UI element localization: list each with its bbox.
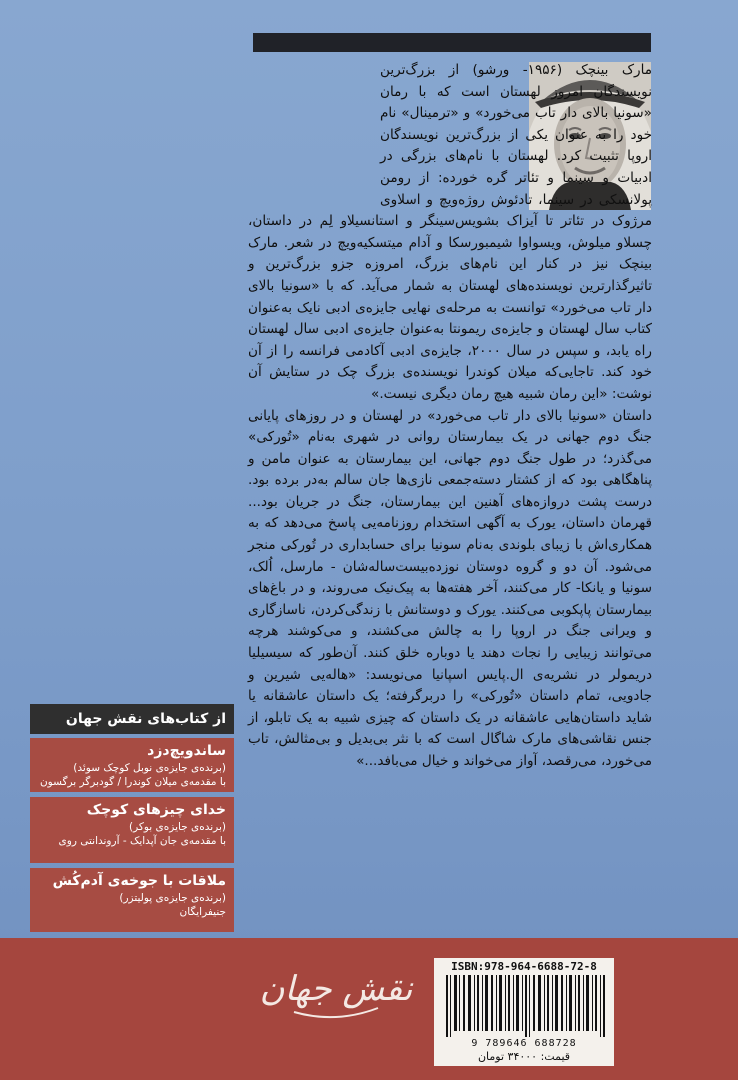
blurb-paragraph-author: مارک بینچک (۱۹۵۶- ورشو) از بزرگ‌ترین نویسندگان امروز لهستان است که با رمان «سونیا بالای دار تاب می‌خورد» و «ترمینال» نام خود را به عنوان یکی از بزرگ‌ترین نویسندگان اروپا تثبیت کرد. لهستان با نام‌های بزرگی در ادبیات و سینما و تئاتر گره خورده: از رومن پولانسکی در سینما، تادئوش روژه‌ویچ و اسلاوی مرژوک در تئاتر تا آیزاک بشویس‌سینگر و استانسیلاو لِم در داستان، چسلاو میلوش، ویسواوا شیمبورسکا و آدام میتسکیه‌ویچ در شعر. مارک بینچک نیز در کنار این نام‌های بزرگ، امروزه جزو بزرگ‌ترین و تاثیرگذارترین نویسنده‌های لهستان به شمار می‌آید. که با «سونیا بالای دار تاب می‌خورد» توانست به مرحله‌ی نهایی جایزه‌ی ادبی نایک به‌عنوان کتاب سال لهستان و جایزه‌ی ریمونتا به‌عنوان جایزه‌ی ادبی سال لهستان راه یابد، و سپس در سال ۲۰۰۰، جایزه‌ی ادبی آکادمی فرانسه را از آن خود کند. تاجایی‌که میلان کوندرا نویسنده‌ی بزرگ چک در ستایش آن نوشت: «این رمان شبیه هیچ رمان دیگری نیست.» bbox=[248, 62, 652, 402]
price-text: قیمت: ۳۴۰۰۰ تومان bbox=[477, 1050, 571, 1063]
top-dark-bar bbox=[253, 33, 651, 52]
book-award: (برنده‌ی جایزه‌ی نوبل کوچک سوئد) bbox=[73, 762, 226, 774]
booklist-header: از کتاب‌های نقش جهان bbox=[30, 704, 234, 734]
book-award: (برنده‌ی جایزه‌ی پولیتزر) bbox=[119, 892, 226, 904]
book-title: خدای چیزهای کوچک bbox=[86, 802, 226, 818]
barcode-number: 9 789646 688728 bbox=[471, 1038, 577, 1049]
book-credit: با مقدمه‌ی میلان کوندرا / گودبرگر برگسون bbox=[39, 776, 226, 788]
blurb-paragraph-story: داستان «سونیا بالای دار تاب می‌خورد» در لهستان و در روزهای پایانی جنگ دوم جهانی در یک بیمارستان روانی در شهری به‌نام «تُورکی» می‌گذرد؛ در طول جنگ دوم جهانی، این بیمارستان به عنوان مامن و پناهگاهی بود که از کشتار دسته‌جمعی نازی‌ها جان سالم به‌در برده بود. درست پشت دروازه‌های آهنین این بیمارستان، جنگ در جریان بود... قهرمان داستان، یورک به آگهی استخدام روزنامه‌یی پاسخ می‌دهد که به همکاری‌اش با زیبای بلوندی به‌نام سونیا برای حسابداری در تُورکی منجر می‌شود. آن دو و گروه دوستان نوزده‌بیست‌ساله‌شان - مارسل، اُلک، سونیا و یانکا- کار می‌کنند، آخر هفته‌ها به پیک‌نیک می‌روند، و در باغ‌های بیمارستان پاپکوبی می‌کنند. یورک و دوستانش با زندگی‌کردن، ناسازگاری و ویرانی جنگ در اروپا را به چالش می‌کشند، و می‌کوشند هرچه می‌توانند زیبایی را نجات دهند یا دوباره خلق کنند. آن‌طور که سیسیلیا دریمولر در نشریه‌ی ال.پایس اسپانیا می‌نویسد: «هاله‌یی شیرین و جادویی، تمام داستان «تُورکی» را دربرگرفته؛ یک داستان عاشقانه یا شاید داستان‌هایی عاشقانه در یک داستان که چیزی شبیه به یک تابلو، از جنس نقاشی‌های مارک شاگال است که با نثر بی‌بدیل و بی‌مثالش، تاب می‌خورد، می‌رقصد، آواز می‌خواند و خیال می‌بافد...» bbox=[248, 407, 652, 769]
booklist-item bbox=[30, 868, 234, 932]
booklist-item bbox=[30, 797, 234, 863]
photo-wrap-space bbox=[248, 60, 380, 211]
barcode-icon bbox=[444, 975, 610, 1037]
book-credit: با مقدمه‌ی جان آپدایک - آروندانتی روی bbox=[58, 835, 226, 847]
author-and-book-blurb bbox=[248, 60, 652, 900]
isbn-text: ISBN:978-964-6688-72-8 bbox=[451, 960, 597, 973]
book-credit: جنیفرایگان bbox=[179, 906, 226, 918]
book-title: ملاقات با جوخه‌ی آدم‌کُش bbox=[52, 873, 226, 889]
booklist-item bbox=[30, 738, 234, 792]
book-award: (برنده‌ی جایزه‌ی بوکر) bbox=[128, 821, 226, 833]
book-title: ساندویچ‌دزد bbox=[147, 743, 226, 759]
publisher-logo-text: نقش جهان bbox=[259, 969, 413, 1009]
publisher-logo-icon bbox=[259, 952, 413, 1030]
